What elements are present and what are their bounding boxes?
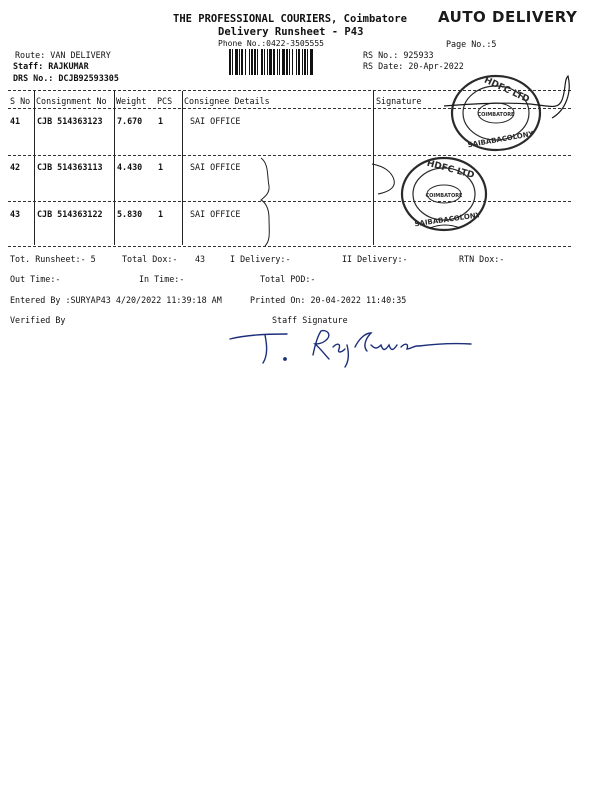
column-rule	[182, 91, 183, 245]
col-pcs: PCS	[157, 96, 173, 106]
stamp-line1: HDFC LTD	[482, 75, 531, 106]
barcode-bar	[269, 49, 272, 75]
i-delivery: I Delivery:-	[230, 254, 291, 264]
row-consignee: SAI OFFICE	[190, 116, 241, 126]
page-number: Page No.:5	[446, 39, 497, 49]
row-consignment: CJB 514363122	[37, 209, 103, 219]
stamp-line3: SAIBABACOLONY	[467, 129, 535, 150]
staff-label: Staff: RAJKUMAR	[13, 61, 89, 71]
col-consignee: Consignee Details	[184, 96, 270, 106]
barcode-bar	[229, 49, 231, 75]
auto-delivery-label: AUTO DELIVERY	[438, 8, 578, 26]
row-sno: 42	[10, 162, 21, 172]
drs-number: DRS No.: DCJB92593305	[13, 73, 119, 83]
entered-by: Entered By :SURYAP43 4/20/2022 11:39:18 AM	[10, 295, 222, 305]
bracket-mark-icon	[255, 156, 279, 248]
barcode-bar	[279, 49, 280, 75]
barcode-bar	[267, 49, 268, 75]
barcode-bar	[310, 49, 313, 75]
rtn-dox: RTN Dox:-	[459, 254, 505, 264]
company-name: THE PROFESSIONAL COURIERS, Coimbatore	[173, 13, 407, 25]
phone-number: Phone No.:0422-3505555	[218, 39, 324, 48]
barcode-bar	[282, 49, 285, 75]
barcode-bar	[273, 49, 275, 75]
barcode-bar	[235, 49, 238, 75]
row-sno: 41	[10, 116, 21, 126]
staff-signature-image	[225, 325, 475, 370]
row-consignee: SAI OFFICE	[190, 209, 241, 219]
barcode-bar	[254, 49, 256, 75]
column-rule	[34, 91, 35, 245]
verified-by: Verified By	[10, 315, 66, 325]
stamp-line3: SAIBABACOLONY	[414, 211, 482, 229]
rs-number: RS No.: 925933	[363, 50, 434, 60]
rs-date: RS Date: 20-Apr-2022	[363, 61, 464, 71]
ii-delivery: II Delivery:-	[342, 254, 408, 264]
col-sno: S No	[10, 96, 31, 106]
staff-signature-label: Staff Signature	[272, 315, 348, 325]
barcode-bar	[296, 49, 297, 75]
col-signature: Signature	[376, 96, 422, 106]
total-pod: Total POD:-	[260, 274, 316, 284]
col-weight: Weight	[116, 96, 147, 106]
stamp-line2: COIMBATORE	[425, 193, 463, 199]
total-dox-value: 43	[195, 254, 206, 264]
barcode-bar	[261, 49, 263, 75]
row-consignee: SAI OFFICE	[190, 162, 241, 172]
table-bottom-rule	[8, 246, 571, 247]
total-dox-label: Total Dox:-	[122, 254, 178, 264]
barcode	[229, 49, 354, 77]
total-runsheet: Tot. Runsheet:- 5	[10, 254, 96, 264]
row-weight: 7.670	[117, 116, 143, 126]
col-consignment: Consignment No	[36, 96, 107, 106]
barcode-bar	[302, 49, 303, 75]
row-weight: 5.830	[117, 209, 143, 219]
barcode-bar	[304, 49, 306, 75]
in-time: In Time:-	[139, 274, 185, 284]
barcode-bar	[292, 49, 293, 75]
barcode-bar	[241, 49, 243, 75]
row-sno: 43	[10, 209, 21, 219]
stamp-line2: COIMBATORE	[477, 112, 515, 118]
barcode-bar	[286, 49, 288, 75]
row-weight: 4.430	[117, 162, 143, 172]
signature-scribble-icon	[440, 70, 580, 130]
row-pcs: 1	[158, 209, 164, 219]
row-consignment: CJB 514363113	[37, 162, 103, 172]
stamp-line1: HDFC LTD	[425, 158, 476, 181]
barcode-bar	[249, 49, 250, 75]
printed-on: Printed On: 20-04-2022 11:40:35	[250, 295, 407, 305]
column-rule	[114, 91, 115, 245]
row-pcs: 1	[158, 116, 164, 126]
barcode-bar	[239, 49, 240, 75]
barcode-bar	[277, 49, 278, 75]
barcode-bar	[307, 49, 308, 75]
barcode-bar	[257, 49, 258, 75]
barcode-bar	[245, 49, 246, 75]
barcode-bar	[264, 49, 265, 75]
row-pcs: 1	[158, 162, 164, 172]
barcode-bar	[232, 49, 233, 75]
out-time: Out Time:-	[10, 274, 61, 284]
barcode-bar	[289, 49, 290, 75]
barcode-bar	[251, 49, 253, 75]
route-label: Route: VAN DELIVERY	[15, 50, 111, 60]
barcode-bar	[298, 49, 300, 75]
runsheet-title: Delivery Runsheet - P43	[218, 26, 364, 38]
signature-scribble-icon	[370, 158, 480, 238]
row-consignment: CJB 514363123	[37, 116, 103, 126]
